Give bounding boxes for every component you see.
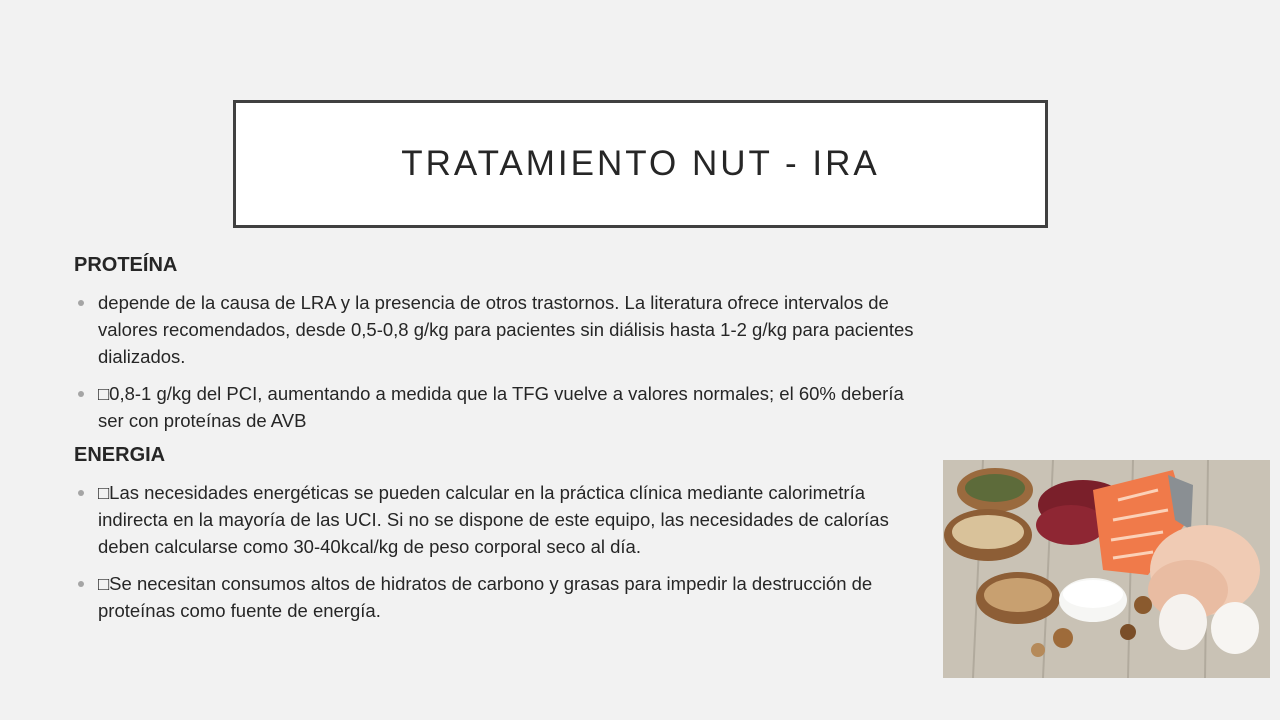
bullet-text: □Se necesitan consumos altos de hidratos de carbono y grasas para impedir la destrucción de proteínas como fuente de energía. [98,573,873,621]
bullet-dot-icon [78,300,84,306]
bullet-item [74,479,924,560]
protein-foods-illustration [943,460,1270,678]
bullet-item [74,289,924,370]
bullet-dot-icon [78,391,84,397]
section-heading-proteina: PROTEÍNA [74,254,178,276]
section-energia [74,444,924,624]
bullet-item [74,380,924,434]
bullet-dot-icon [78,581,84,587]
bullet-item [74,570,924,624]
bullet-list-energia [74,479,924,624]
bullet-dot-icon [78,490,84,496]
bullet-text: depende de la causa de LRA y la presencia de otros trastornos. La literatura ofrece intervalos de valores recomendados, desde 0,5-0,8 g/kg para pacientes sin diálisis hasta 1-2 g/kg para pacientes dializados. [98,292,914,367]
bullet-text: □0,8-1 g/kg del PCI, aumentando a medida que la TFG vuelve a valores normales; el 60% debería ser con proteínas de AVB [98,383,904,431]
slide-content [74,254,924,634]
section-heading-energia: ENERGIA [74,444,166,466]
bullet-list-proteina [74,289,924,434]
slide-title: TRATAMIENTO NUT - IRA [401,144,880,183]
protein-foods-photo [943,460,1270,678]
title-box [233,100,1048,228]
section-proteina [74,254,924,434]
bullet-text: □Las necesidades energéticas se pueden calcular en la práctica clínica mediante calorimetría indirecta en la mayoría de las UCI. Si no se dispone de este equipo, las necesidades de calorías deben calcularse como 30-40kcal/kg de peso corporal seco al día. [98,482,889,557]
